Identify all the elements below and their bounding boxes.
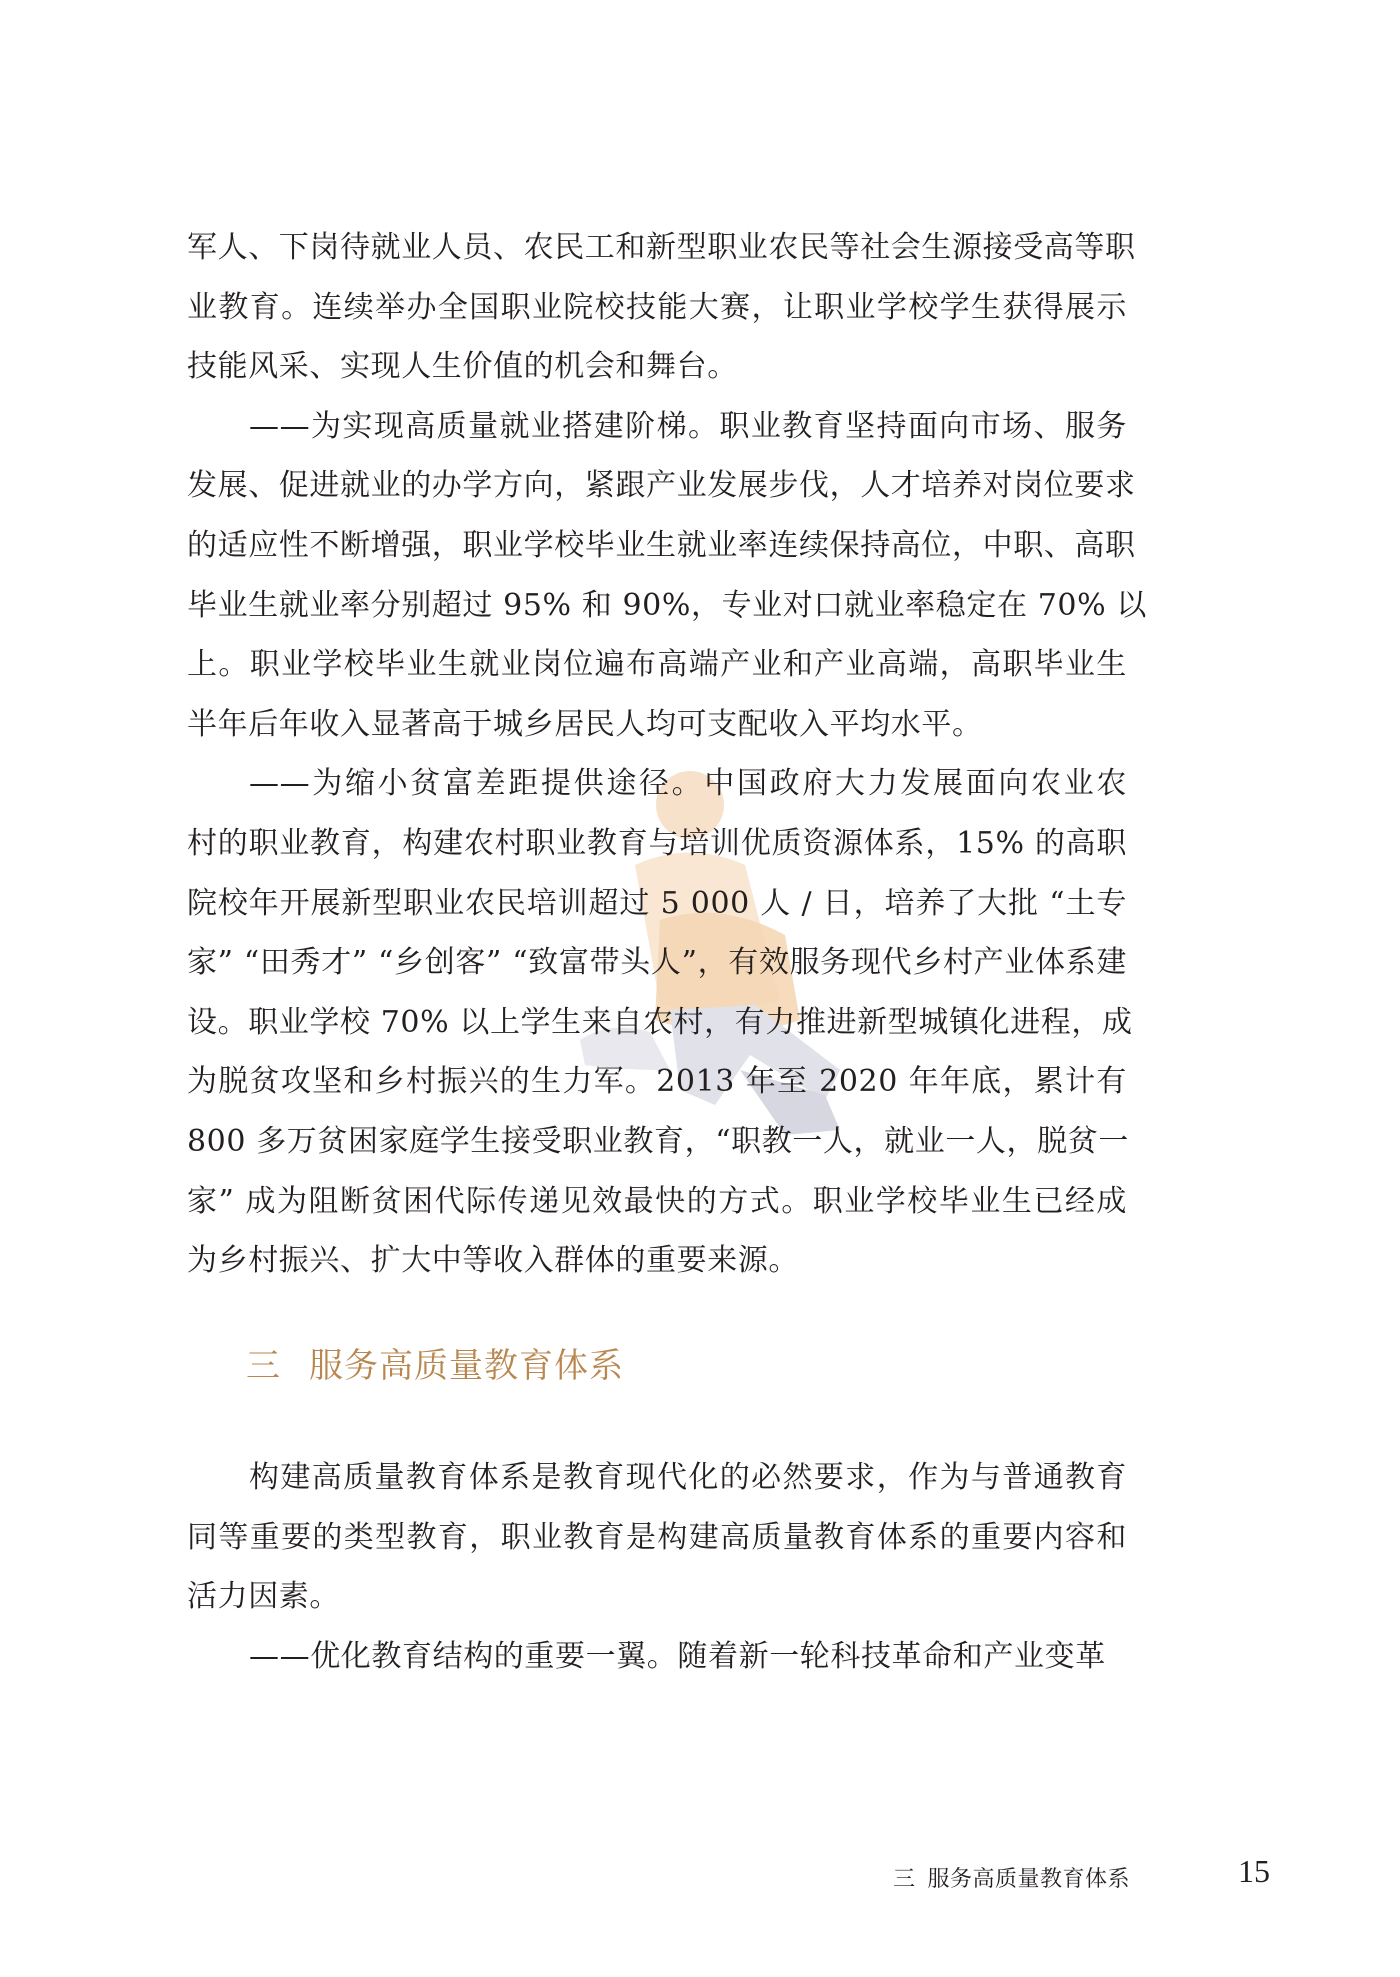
paragraph [187, 754, 1133, 1290]
text-line: 村的职业教育，构建农村职业教育与培训优质资源体系，15% 的高职 [187, 825, 1127, 861]
text-line: 活力因素。 [187, 1579, 340, 1615]
text-line: 为脱贫攻坚和乡村振兴的生力军。2013 年至 2020 年年底，累计有 [187, 1064, 1127, 1100]
running-footer-title: 服务高质量教育体系 [927, 1867, 1131, 1892]
text-line: ——优化教育结构的重要一翼。随着新一轮科技革命和产业变革 [249, 1638, 1106, 1674]
text-line: 800 多万贫困家庭学生接受职业教育，“职教一人，就业一人，脱贫一 [187, 1123, 1129, 1159]
text-line: ——为缩小贫富差距提供途径。中国政府大力发展面向农业农 [249, 766, 1127, 802]
paragraph [187, 1627, 1127, 1687]
running-footer-number: 三 [893, 1867, 916, 1892]
paragraph [187, 218, 1136, 397]
paragraph [187, 397, 1147, 755]
text-line: 家” 成为阻断贫困代际传递见效最快的方式。职业学校毕业生已经成 [187, 1183, 1127, 1219]
text-line: 毕业生就业率分别超过 95% 和 90%，专业对口就业率稳定在 70% 以 [187, 587, 1147, 623]
text-line: 构建高质量教育体系是教育现代化的必然要求，作为与普通教育 [249, 1460, 1127, 1495]
text-line: 半年后年收入显著高于城乡居民人均可支配收入平均水平。 [187, 706, 983, 742]
text-line: 为乡村振兴、扩大中等收入群体的重要来源。 [187, 1243, 799, 1279]
text-line: 的适应性不断增强，职业学校毕业生就业率连续保持高位，中职、高职 [187, 527, 1136, 563]
text-line: 业教育。连续举办全国职业院校技能大赛，让职业学校学生获得展示 [187, 289, 1127, 325]
section-heading-title: 服务高质量教育体系 [309, 1346, 624, 1386]
text-line: 上。职业学校毕业生就业岗位遍布高端产业和产业高端，高职毕业生 [187, 647, 1127, 683]
text-line: 家” “田秀才” “乡创客” “致富带头人”，有效服务现代乡村产业体系建 [187, 945, 1127, 981]
text-line: ——为实现高质量就业搭建阶梯。职业教育坚持面向市场、服务 [249, 408, 1127, 444]
running-footer [893, 1862, 1130, 1893]
paragraph [187, 1448, 1127, 1627]
text-line: 技能风采、实现人生价值的机会和舞台。 [187, 349, 738, 385]
text-line: 发展、促进就业的办学方向，紧跟产业发展步伐，人才培养对岗位要求 [187, 468, 1136, 504]
page-number: 15 [1238, 1853, 1270, 1889]
body-text-top [187, 218, 1147, 1291]
text-line: 院校年开展新型职业农民培训超过 5 000 人 / 日，培养了大批 “土专 [187, 885, 1127, 921]
text-line: 设。职业学校 70% 以上学生来自农村，有力推进新型城镇化进程，成 [187, 1004, 1133, 1040]
body-text-bottom [187, 1448, 1127, 1686]
section-heading-number: 三 [246, 1346, 281, 1386]
text-line: 军人、下岗待就业人员、农民工和新型职业农民等社会生源接受高等职 [187, 230, 1136, 265]
section-heading [246, 1338, 624, 1387]
text-line: 同等重要的类型教育，职业教育是构建高质量教育体系的重要内容和 [187, 1519, 1127, 1555]
